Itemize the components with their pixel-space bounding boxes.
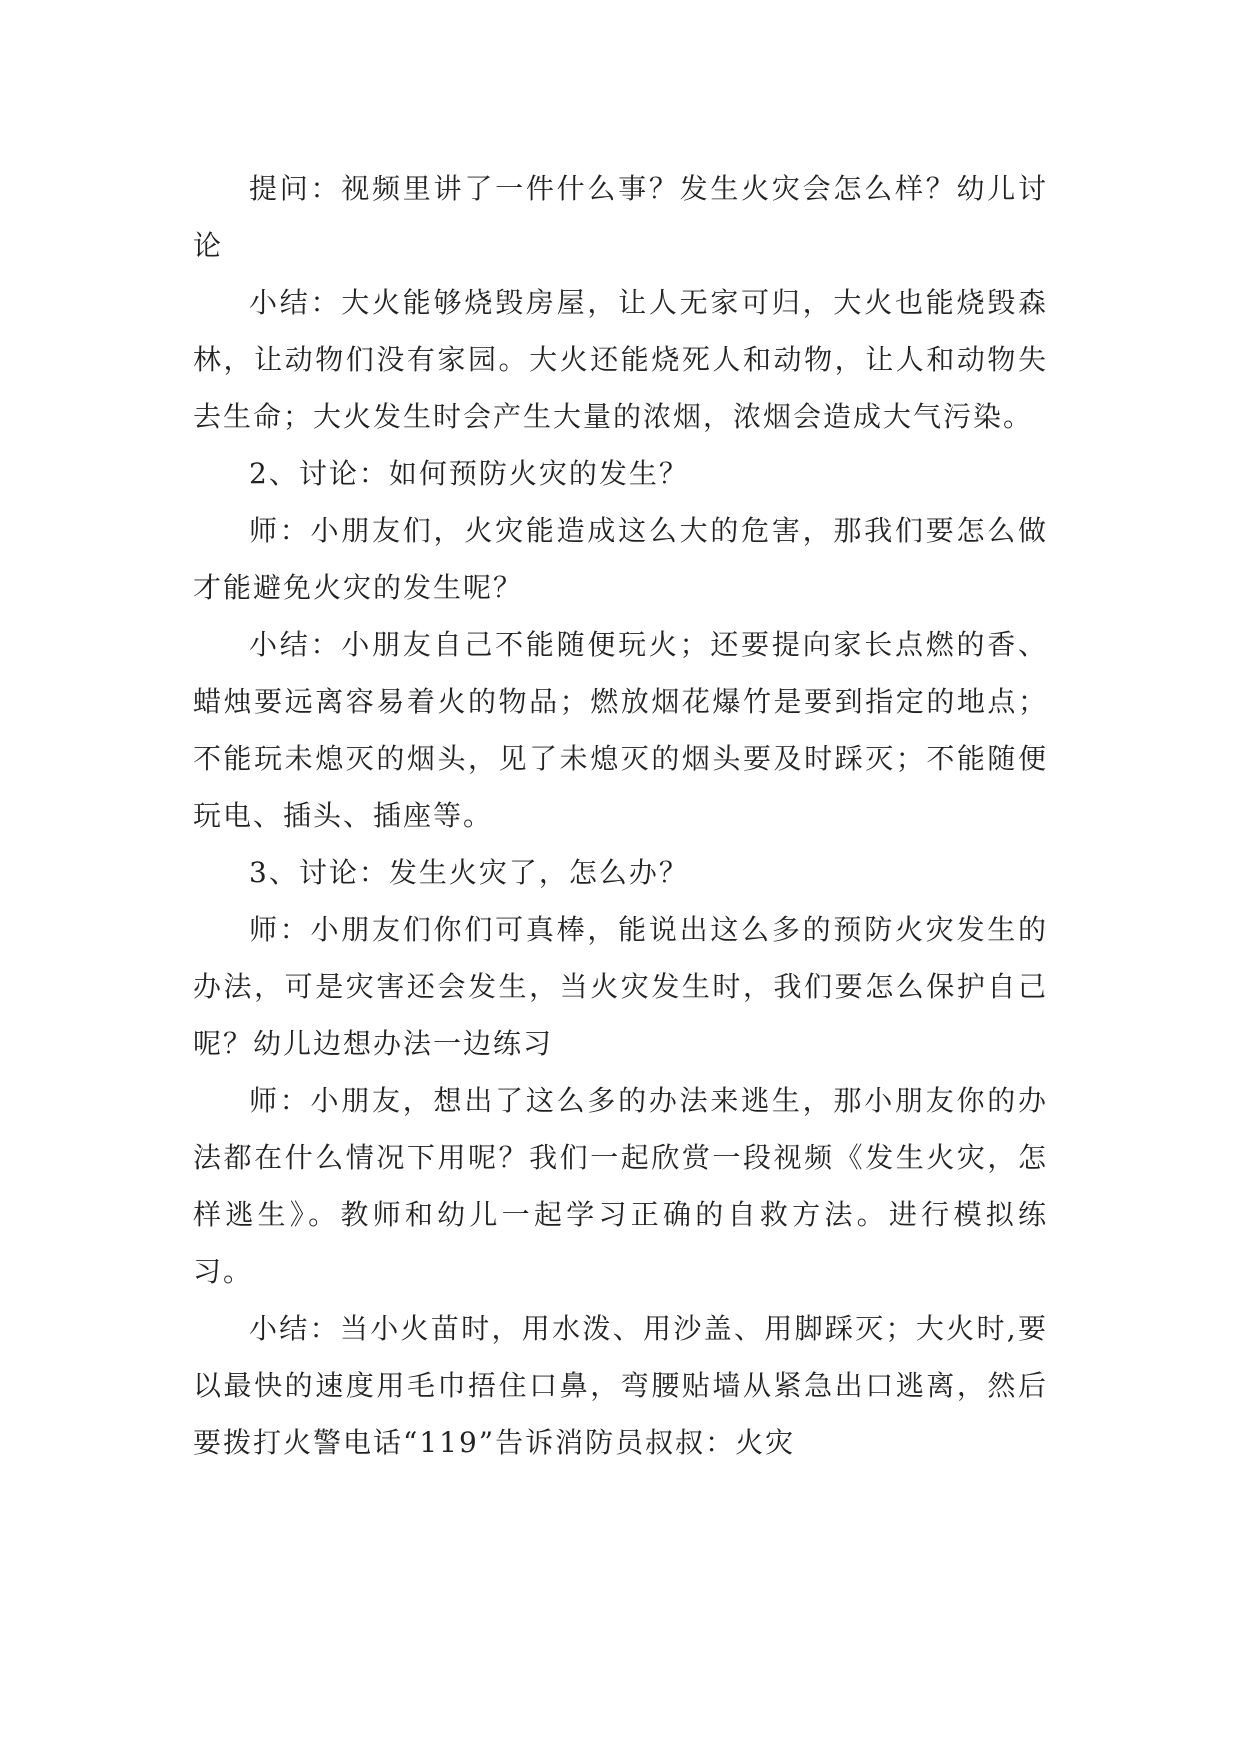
paragraph-teacher-prevention: 师：小朋友们，火灾能造成这么大的危害，那我们要怎么做才能避免火灾的发生呢？ — [193, 514, 1048, 604]
paragraph-summary-fire-harm: 小结：大火能够烧毁房屋，让人无家可归，大火也能烧毁森林，让动物们没有家园。大火还能烧死人和动物，让人和动物失去生命；大火发生时会产生大量的浓烟，浓烟会造成大气污染。 — [193, 286, 1048, 433]
document-body — [193, 160, 1048, 1471]
section-heading-prevention: 2、讨论：如何预防火灾的发生？ — [249, 457, 689, 490]
paragraph-question: 提问：视频里讲了一件什么事？发生火灾会怎么样？幼儿讨论 — [193, 172, 1048, 262]
paragraph-teacher-video: 师：小朋友，想出了这么多的办法来逃生，那小朋友你的办法都在什么情况下用呢？我们一起欣赏一段视频《发生火灾，怎样逃生》。教师和幼儿一起学习正确的自救方法。进行模拟练习。 — [193, 1084, 1048, 1288]
paragraph-summary-escape: 小结：当小火苗时，用水泼、用沙盖、用脚踩灭；大火时,要以最快的速度用毛巾捂住口鼻，弯腰贴墙从紧急出口逃离，然后要拨打火警电话“119”告诉消防员叔叔：火灾 — [193, 1312, 1048, 1459]
paragraph-teacher-response: 师：小朋友们你们可真棒，能说出这么多的预防火灾发生的办法，可是灾害还会发生，当火灾发生时，我们要怎么保护自己呢？幼儿边想办法一边练习 — [193, 913, 1048, 1060]
section-heading-response: 3、讨论：发生火灾了，怎么办？ — [249, 856, 689, 889]
paragraph-summary-prevention: 小结：小朋友自己不能随便玩火；还要提向家长点燃的香、蜡烛要远离容易着火的物品；燃放烟花爆竹是要到指定的地点；不能玩未熄灭的烟头，见了未熄灭的烟头要及时踩灭；不能随便玩电、插头、插座等。 — [193, 628, 1048, 832]
